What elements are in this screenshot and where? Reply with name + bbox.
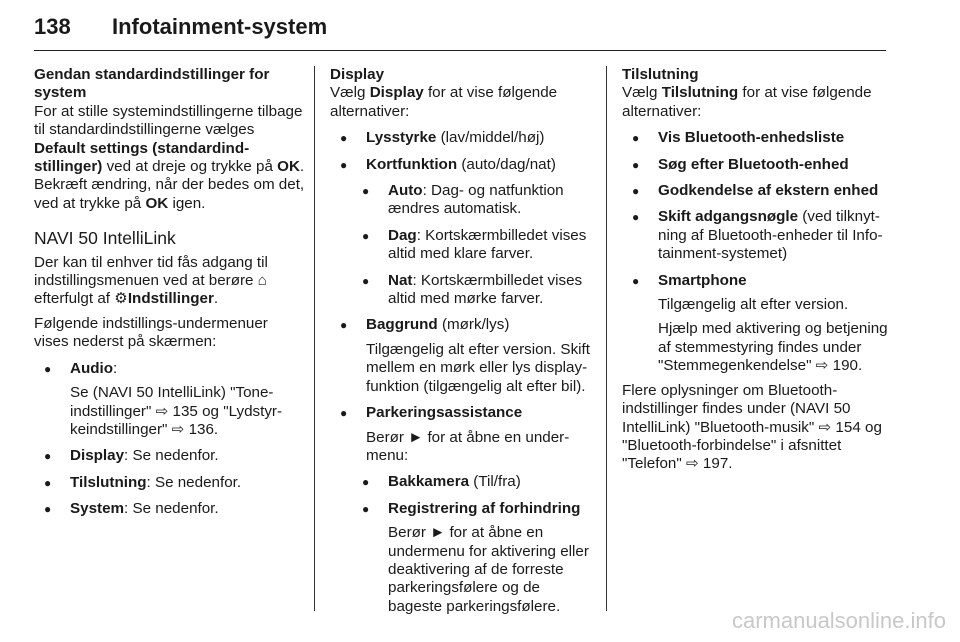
- gear-icon: ⚙: [114, 290, 128, 308]
- watermark: carmanualsonline.info: [731, 608, 946, 633]
- column-1: [34, 66, 306, 519]
- list-item: ● Display: Se nedenfor.: [34, 447, 306, 465]
- page-header: [34, 14, 886, 51]
- page-number: 138: [34, 14, 71, 39]
- list-item: ● Nat: Kortskærmbilledet vises altid med mørke farver.: [330, 272, 594, 309]
- list-item-text: Tilgængelig alt efter version. Skift mellem en mørk eller lys displayfunktion (tilgængelig alt efter bil).: [366, 340, 590, 395]
- section-heading: Display: [330, 66, 385, 83]
- list-item-text: Berør ► for at åbne en undermenu:: [366, 428, 570, 464]
- paragraph: For at stille systemindstillingerne tilbage til standardindstillingerne vælges Default settings (standardindstillinger) ved at dreje og trykke på OK. Bekræft ændring, når der bedes om det, ved at trykke på OK igen.: [34, 102, 305, 212]
- list-item: ● Tilslutning: Se nedenfor.: [34, 474, 306, 492]
- list-item: ● Registrering af forhindring: [330, 500, 594, 518]
- list-item: ● Parkeringsassistance: [330, 404, 594, 422]
- paragraph: Følgende indstillings-undermenuer vises nederst på skærmen:: [34, 314, 268, 351]
- list-item: ● Auto: Dag- og natfunktion ændres automatisk.: [330, 182, 594, 219]
- paragraph: Flere oplysninger om Bluetooth-indstillinger findes under (NAVI 50 IntelliLink) "Bluetooth-musik" ⇨ 154 og "Bluetooth-forbindelse" i afsnittet "Telefon" ⇨ 197.: [622, 381, 882, 473]
- paragraph: Vælg Tilslutning for at vise følgende alternativer:: [622, 84, 872, 120]
- list-item: ● Baggrund (mørk/lys): [330, 316, 594, 334]
- home-icon: ⌂: [257, 272, 267, 290]
- column-3: [622, 66, 892, 474]
- paragraph: Vælg Display for at vise følgende alternativer:: [330, 84, 558, 120]
- list-item: ● Skift adgangsnøgle (ved tilknytning af Bluetooth-enheder til Infotainment-systemet): [622, 208, 892, 263]
- column-2: [330, 66, 594, 616]
- list-item: ● Lysstyrke (lav/middel/høj): [330, 129, 594, 147]
- list-item: ● Audio:: [34, 360, 306, 378]
- page-title: Infotainment-system: [112, 14, 328, 39]
- column-divider: [606, 66, 607, 611]
- list-item-text: Tilgængelig alt efter version.: [658, 296, 849, 314]
- list-item: ● Dag: Kortskærmbilledet vises altid med klare farver.: [330, 227, 594, 264]
- section-heading: Tilslutning: [622, 66, 699, 83]
- section-heading: Gendan standardindstillinger for system: [34, 66, 270, 102]
- list-item: ● Vis Bluetooth-enhedsliste: [622, 129, 892, 147]
- list-item: ● Bakkamera (Til/fra): [330, 473, 594, 491]
- list-item: ● Søg efter Bluetooth-enhed: [622, 156, 892, 174]
- list-item-text: Hjælp med aktivering og betjening af stemmestyring findes under "Stemmegenkendelse" ⇨ 190.: [658, 320, 888, 375]
- list-item-text: Se (NAVI 50 IntelliLink) "Toneindstillinger" ⇨ 135 og "Lydstyrkeindstillinger" ⇨ 136.: [70, 384, 283, 438]
- list-item: ● Godkendelse af ekstern enhed: [622, 182, 892, 200]
- section-heading: NAVI 50 IntelliLink: [34, 228, 176, 249]
- list-item: ● Kortfunktion (auto/dag/nat): [330, 156, 594, 174]
- column-divider: [314, 66, 315, 611]
- paragraph: Der kan til enhver tid fås adgang til indstillingsmenuen ved at berøre ⌂ efterfulgt af ⚙Indstillinger.: [34, 253, 268, 308]
- list-item: ● System: Se nedenfor.: [34, 500, 306, 518]
- list-item-text: Berør ► for at åbne en undermenu for aktivering eller deaktivering af de forreste parkeringsfølere og de bageste parkeringsfølere.: [388, 524, 589, 615]
- list-item: ● Smartphone: [622, 272, 892, 290]
